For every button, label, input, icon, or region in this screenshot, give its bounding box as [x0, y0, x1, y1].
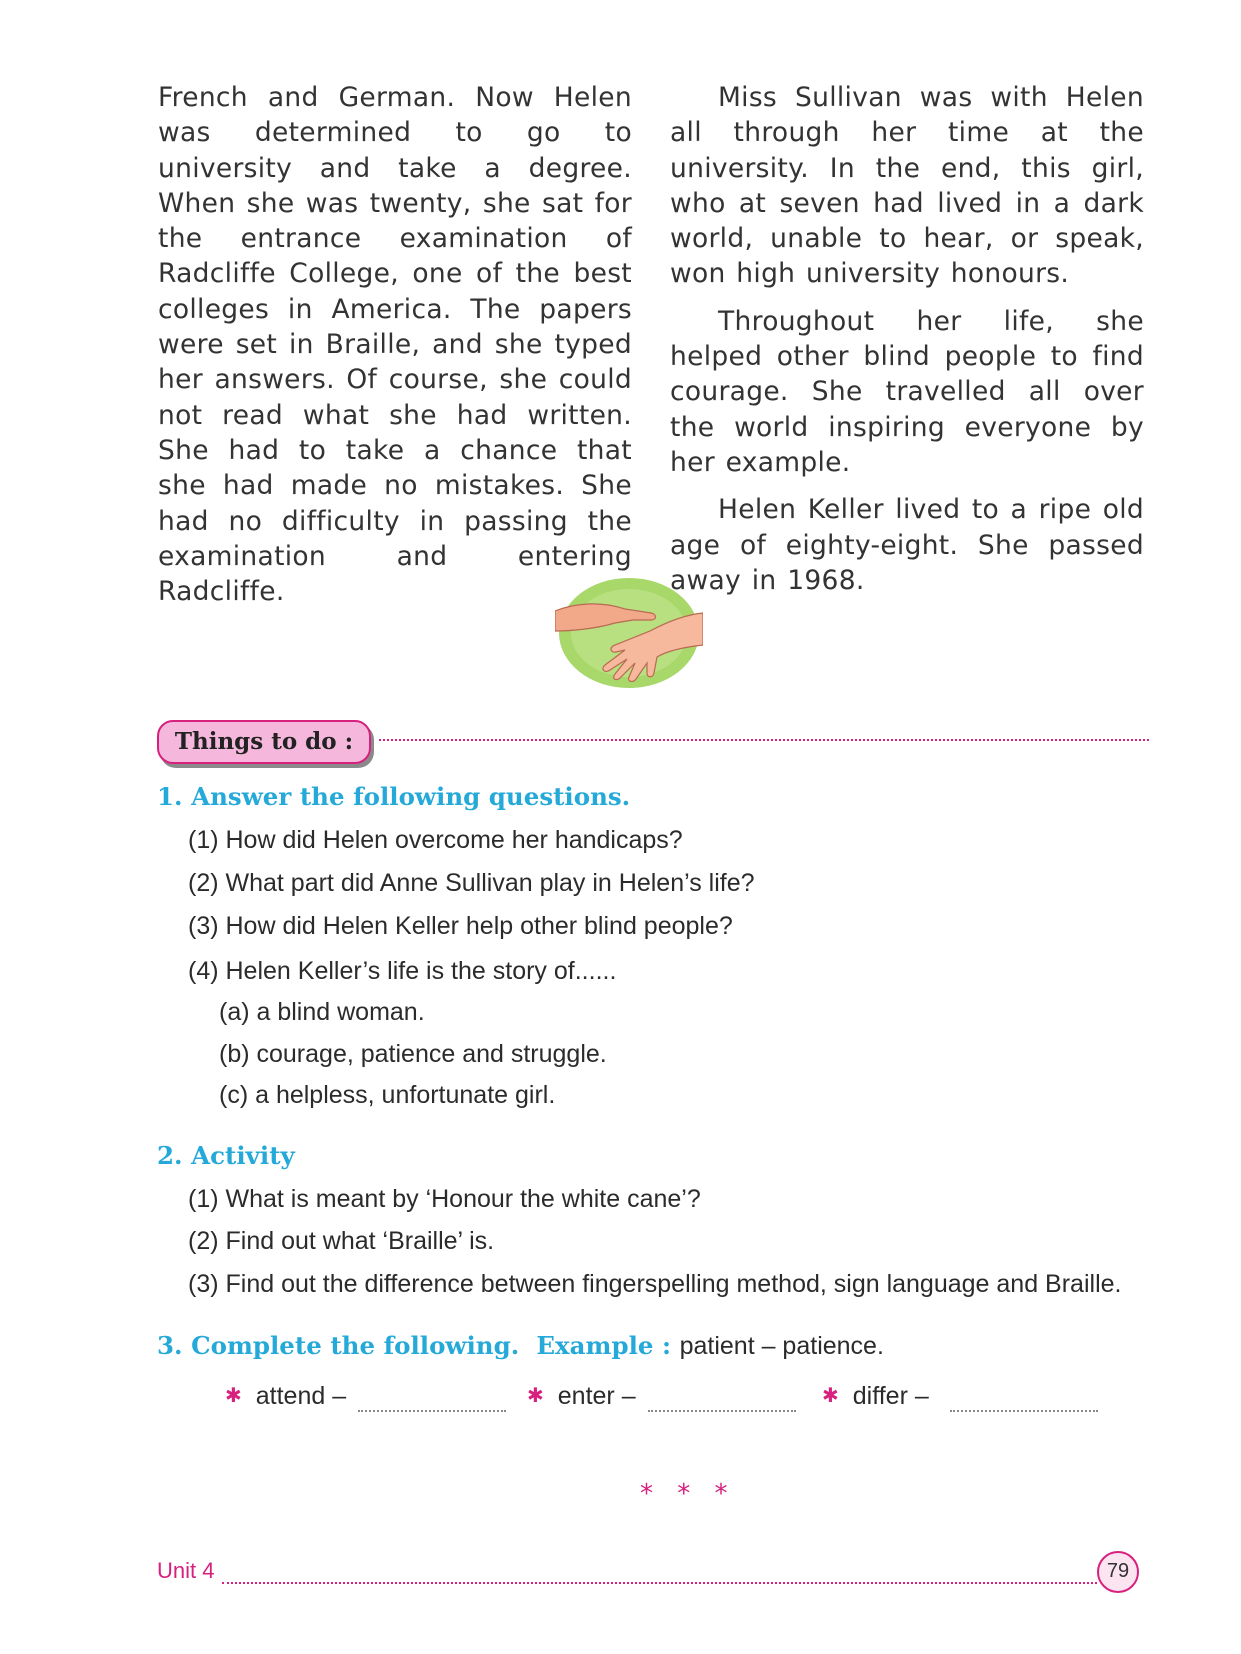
things-to-do-bar [157, 720, 1149, 768]
question-item: (1) How did Helen overcome her handicaps? [188, 826, 683, 854]
question-item: (2) What part did Anne Sullivan play in Helen’s life? [188, 869, 755, 897]
option-item: (a) a blind woman. [219, 998, 425, 1026]
answer-blank[interactable] [358, 1410, 506, 1412]
passage-paragraph: Throughout her life, she helped other blind people to find courage. She travelled all over the world inspiring everyone by her example. [670, 305, 1144, 478]
passage-paragraph: Helen Keller lived to a ripe old age of eighty-eight. She passed away in 1968. [670, 494, 1144, 596]
footer-dotted-line [222, 1582, 1097, 1584]
answer-blank[interactable] [950, 1410, 1098, 1412]
question-item: (4) Helen Keller’s life is the story of...... [188, 957, 617, 985]
activity-item: (2) Find out what ‘Braille’ is. [188, 1227, 495, 1255]
option-item: (b) courage, patience and struggle. [219, 1040, 607, 1068]
option-item: (c) a helpless, unfortunate girl. [219, 1081, 556, 1109]
question-item: (3) How did Helen Keller help other blind people? [188, 912, 733, 940]
dotted-divider [379, 739, 1149, 741]
holding-hands-icon [555, 573, 703, 691]
complete-item [527, 1382, 636, 1411]
complete-item-word: enter – [557, 1382, 636, 1410]
complete-item-word: differ – [852, 1382, 929, 1410]
passage-right-column [670, 80, 1144, 610]
section-separator: * * * [640, 1479, 736, 1509]
section-3-title: 3. Complete the following. [157, 1331, 520, 1360]
complete-item-word: attend – [255, 1382, 347, 1410]
footer-unit-label: Unit 4 [157, 1558, 215, 1583]
star-bullet-icon: ✱ [527, 1385, 544, 1407]
passage-left-column [158, 80, 632, 621]
things-to-do-label: Things to do : [157, 720, 371, 764]
example-label: Example : [536, 1331, 672, 1360]
section-2-heading: 2. Activity [157, 1141, 295, 1170]
activity-item: (1) What is meant by ‘Honour the white cane’? [188, 1185, 701, 1213]
star-bullet-icon: ✱ [822, 1385, 839, 1407]
complete-item [225, 1382, 346, 1411]
answer-blank[interactable] [648, 1410, 796, 1412]
complete-item [822, 1382, 929, 1411]
example-text: patient – patience. [679, 1332, 884, 1360]
passage-paragraph: French and German. Now Helen was determined to go to university and take a degree. When she was twenty, she sat for the entrance examination of Radcliffe College, one of the best colleges in America. The papers were set in Braille, and she typed her answers. Of course, she could not read what she had written. She had to take a chance that she had made no mistakes. She had no difficulty in passing the examination and entering Radcliffe. [158, 82, 632, 608]
passage-paragraph: Miss Sullivan was with Helen all through her time at the university. In the end, this girl, who at seven had lived in a dark world, unable to hear, or speak, won high university honours. [670, 82, 1144, 290]
page-number: 79 [1097, 1551, 1139, 1593]
section-1-heading: 1. Answer the following questions. [157, 782, 631, 811]
star-bullet-icon: ✱ [225, 1385, 242, 1407]
section-3-heading [157, 1331, 884, 1361]
activity-item: (3) Find out the difference between fingerspelling method, sign language and Braille. [188, 1270, 1122, 1298]
